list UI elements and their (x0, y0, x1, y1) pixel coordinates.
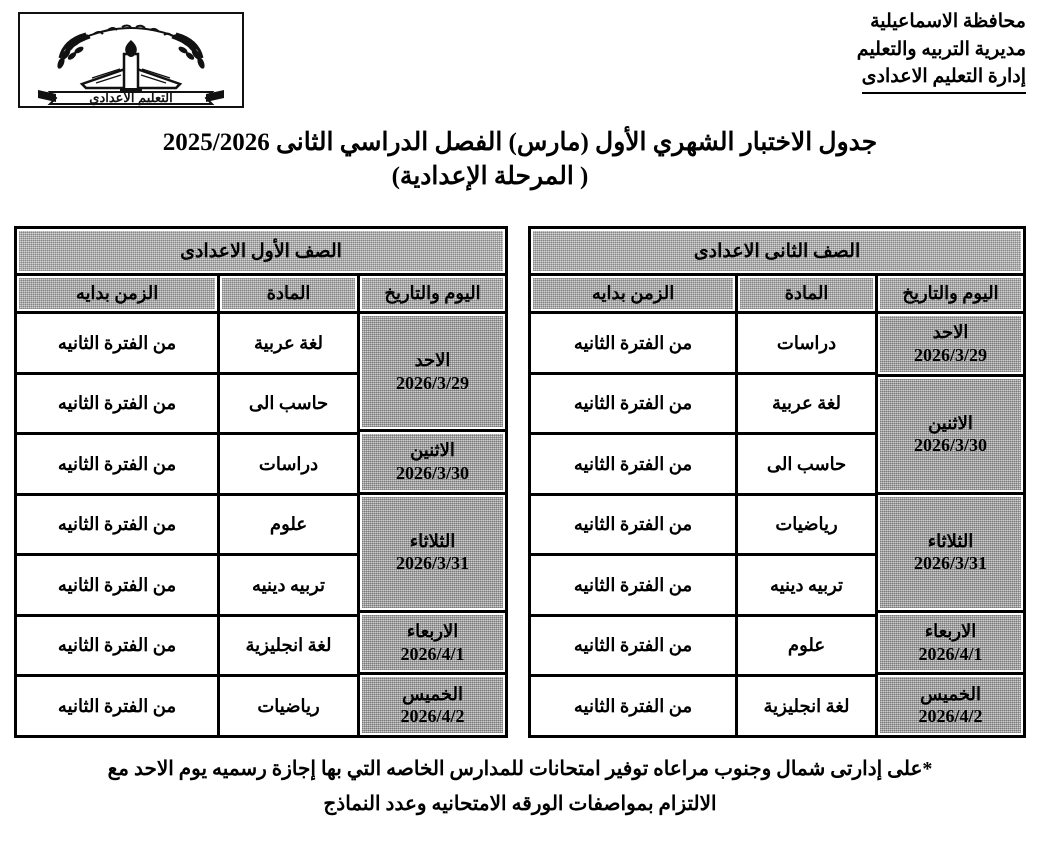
footer-note-line-2: الالتزام بمواصفات الورقه الامتحانيه وعدد النماذج (323, 793, 717, 815)
logo-banner-text: التعليم الأعدادي (89, 90, 173, 105)
ministry-logo (18, 12, 244, 108)
title-line-1: جدول الاختبار الشهري الأول (مارس) الفصل الدراسي الثانى 2025/2026 (162, 129, 878, 156)
grade-2-subject-cell: علوم (738, 617, 875, 678)
grade-1-time-cell: من الفترة الثانيه (17, 617, 217, 678)
grade-2-title: الصف الثانى الاعدادى (531, 229, 1023, 276)
office-line-directorate: مديرية التربيه والتعليم (856, 38, 1026, 60)
grade-1-time-cell: من الفترة الثانيه (17, 435, 217, 496)
grade-2-day-date: 2026/3/29 (914, 344, 988, 365)
grade-1-subject-cell: حاسب الى (220, 375, 357, 436)
grade-1-grid (17, 276, 505, 735)
grade-1-header-time: الزمن بدايه (17, 276, 217, 314)
grade-2-grid (531, 276, 1023, 735)
grade-1-header-date: اليوم والتاريخ (360, 276, 505, 314)
grade-2-subject-cell: تربيه دينيه (738, 556, 875, 617)
grade-1-date-cell (360, 675, 505, 735)
grade-1-date-column (357, 276, 505, 735)
grade-1-time-cell: من الفترة الثانيه (17, 496, 217, 557)
office-heading (586, 8, 1026, 94)
grade-1-subject-column (217, 276, 357, 735)
grade-2-time-cell: من الفترة الثانيه (531, 496, 735, 557)
grade-1-day-name: الثلاثاء (409, 530, 456, 551)
grade-1-table (14, 226, 508, 738)
grade-2-day-date: 2026/3/30 (914, 435, 988, 456)
grade-2-header-time: الزمن بدايه (531, 276, 735, 314)
grade-1-date-cell (360, 432, 505, 495)
grade-2-time-column (531, 276, 735, 735)
grade-2-day-name: الخميس (920, 683, 981, 704)
footer-note-line-1: *على إدارتى شمال وجنوب مراعاه توفير امتحانات للمدارس الخاصه التي بها إجازة رسميه يوم الاحد مع (107, 758, 933, 780)
grade-2-date-cell (878, 495, 1023, 613)
grade-2-time-cell: من الفترة الثانيه (531, 677, 735, 735)
grade-2-time-cell: من الفترة الثانيه (531, 617, 735, 678)
grade-1-day-name: الاحد (414, 350, 451, 371)
grade-2-header-date: اليوم والتاريخ (878, 276, 1023, 314)
grade-1-subject-cell: رياضيات (220, 677, 357, 735)
grade-2-day-name: الثلاثاء (927, 530, 974, 551)
grade-1-day-date: 2026/4/2 (400, 706, 465, 727)
grade-1-day-date: 2026/3/31 (396, 553, 470, 574)
footer-note (18, 752, 1022, 822)
grade-2-subject-cell: لغة عربية (738, 375, 875, 436)
grade-2-subject-cell: حاسب الى (738, 435, 875, 496)
grade-1-day-date: 2026/4/1 (400, 643, 465, 664)
grade-2-time-cell: من الفترة الثانيه (531, 314, 735, 375)
grade-1-day-date: 2026/3/30 (396, 462, 470, 483)
grade-2-subject-cell: رياضيات (738, 496, 875, 557)
office-line-administration: إدارة التعليم الاعدادى (862, 63, 1026, 94)
table-gutter (508, 226, 528, 738)
grade-1-title: الصف الأول الاعدادى (17, 229, 505, 276)
grade-1-subject-cell: تربيه دينيه (220, 556, 357, 617)
grade-1-day-name: الخميس (402, 683, 463, 704)
office-line-governorate: محافظة الاسماعيلية (870, 11, 1026, 32)
grade-1-day-name: الاثنين (410, 440, 455, 461)
grade-2-subject-column (735, 276, 875, 735)
grade-2-subject-cell: دراسات (738, 314, 875, 375)
grade-2-date-cell (878, 613, 1023, 676)
grade-1-time-cell: من الفترة الثانيه (17, 556, 217, 617)
grade-1-day-name: الاربعاء (406, 621, 459, 642)
grade-1-subject-cell: دراسات (220, 435, 357, 496)
grade-2-day-name: الاحد (932, 322, 969, 343)
grade-2-day-date: 2026/4/2 (918, 706, 983, 727)
grade-2-subject-cell: لغة انجليزية (738, 677, 875, 735)
education-emblem-icon (20, 14, 242, 106)
grade-2-day-date: 2026/3/31 (914, 553, 988, 574)
grade-1-date-cell (360, 495, 505, 613)
grade-1-day-date: 2026/3/29 (396, 372, 470, 393)
grade-2-day-name: الاثنين (928, 412, 973, 433)
grade-2-day-name: الاربعاء (924, 621, 977, 642)
grade-2-date-cell (878, 314, 1023, 377)
grade-1-time-column (17, 276, 217, 735)
grade-2-date-cell (878, 675, 1023, 735)
grade-1-header-subject: المادة (220, 276, 357, 314)
grade-1-subject-cell: لغة عربية (220, 314, 357, 375)
page-title (0, 128, 1040, 193)
grade-1-subject-cell: لغة انجليزية (220, 617, 357, 678)
grade-1-time-cell: من الفترة الثانيه (17, 375, 217, 436)
grade-2-date-column (875, 276, 1023, 735)
grade-2-table (528, 226, 1026, 738)
grade-2-day-date: 2026/4/1 (918, 643, 983, 664)
grade-1-date-cell (360, 613, 505, 676)
grade-2-time-cell: من الفترة الثانيه (531, 556, 735, 617)
grade-1-subject-cell: علوم (220, 496, 357, 557)
grade-2-time-cell: من الفترة الثانيه (531, 435, 735, 496)
title-line-2: ( المرحلة الإعدادية) (391, 162, 589, 190)
schedule-tables (14, 226, 1026, 738)
grade-1-time-cell: من الفترة الثانيه (17, 314, 217, 375)
grade-2-header-subject: المادة (738, 276, 875, 314)
grade-2-date-cell (878, 377, 1023, 495)
grade-1-time-cell: من الفترة الثانيه (17, 677, 217, 735)
document-header (0, 0, 1040, 118)
grade-1-date-cell (360, 314, 505, 432)
grade-2-time-cell: من الفترة الثانيه (531, 375, 735, 436)
